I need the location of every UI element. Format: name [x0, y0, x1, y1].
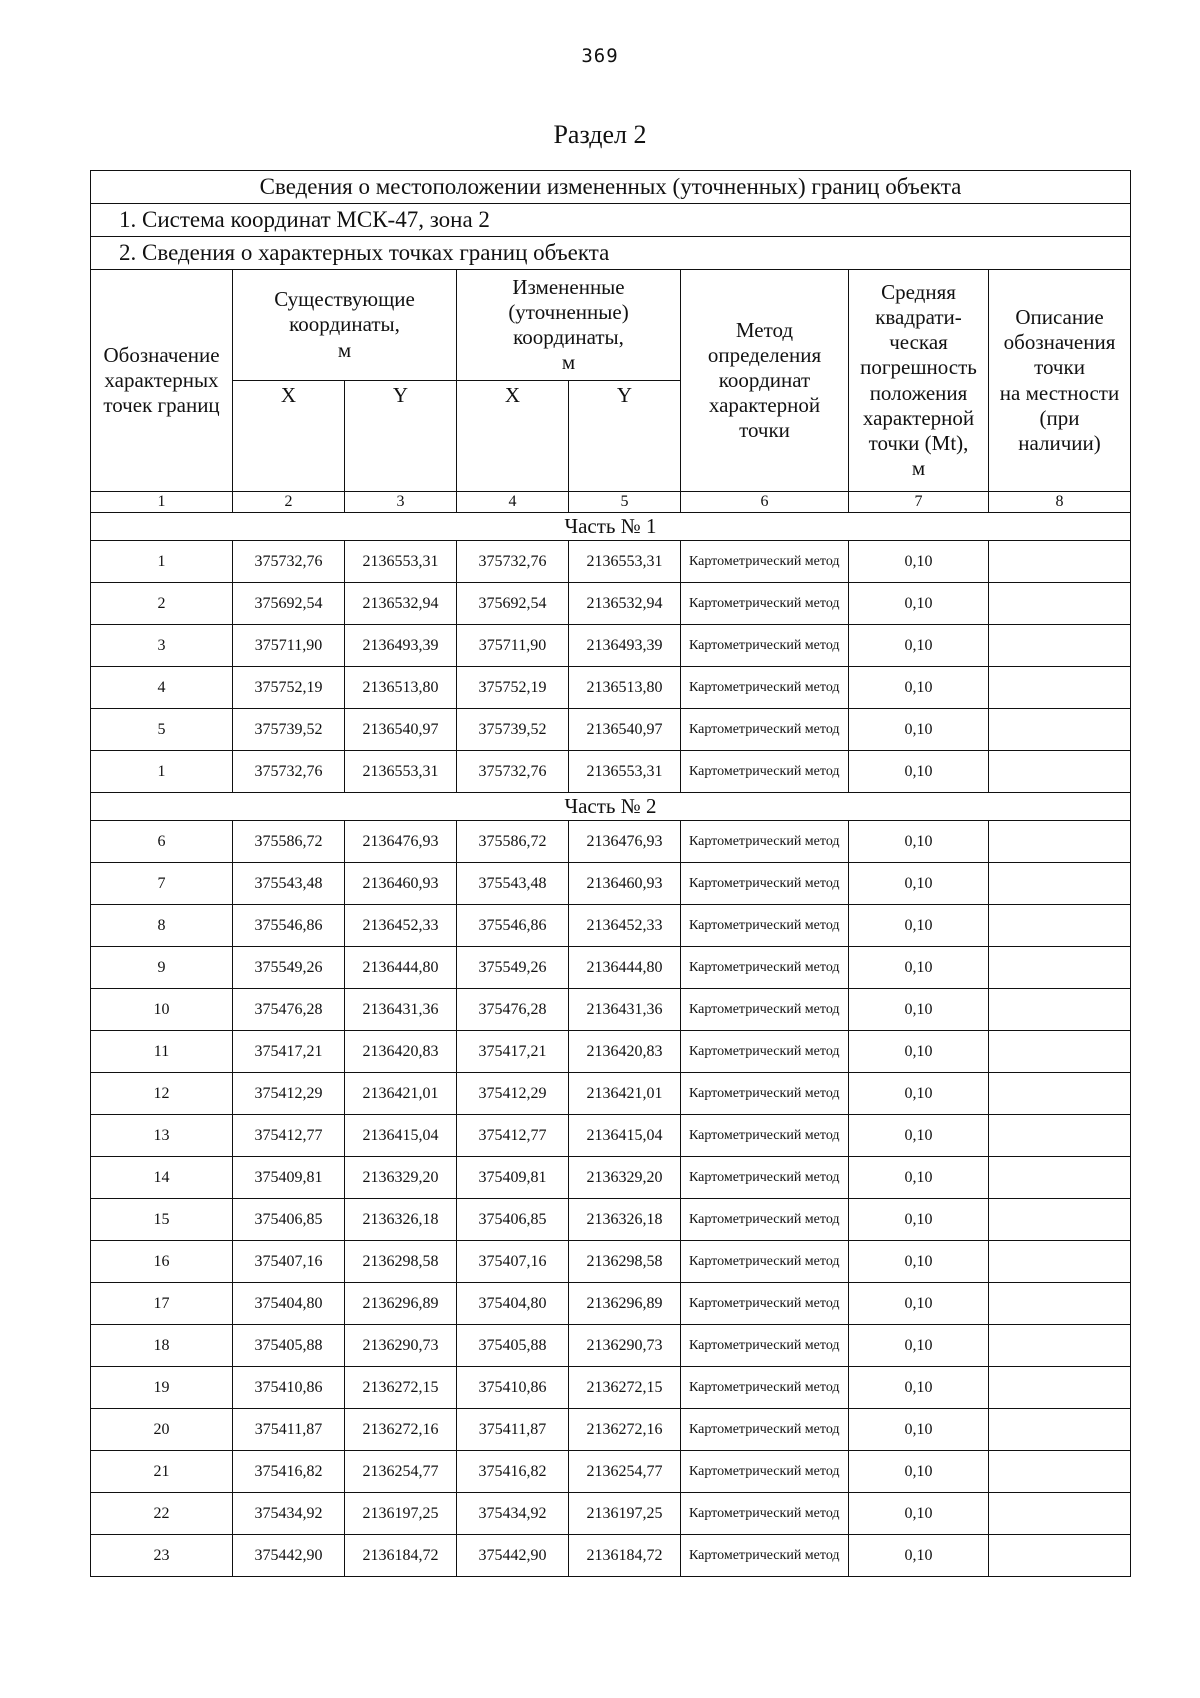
existing-x-cell: 375411,87 — [233, 1409, 345, 1451]
existing-y-cell: 2136420,83 — [345, 1031, 457, 1073]
existing-x-cell: 375442,90 — [233, 1535, 345, 1577]
mean-error-cell: 0,10 — [849, 1115, 989, 1157]
existing-x-cell: 375546,86 — [233, 905, 345, 947]
table-row — [91, 1325, 1131, 1367]
table-row — [91, 1535, 1131, 1577]
method-cell: Картометрический метод — [681, 1031, 849, 1073]
description-cell — [989, 1493, 1131, 1535]
mean-error-cell: 0,10 — [849, 751, 989, 793]
changed-x-cell: 375412,29 — [457, 1073, 569, 1115]
mean-error-cell: 0,10 — [849, 1157, 989, 1199]
column-number: 3 — [345, 492, 457, 513]
method-cell: Картометрический метод — [681, 863, 849, 905]
method-cell: Картометрический метод — [681, 709, 849, 751]
method-cell: Картометрический метод — [681, 1535, 849, 1577]
table-row — [91, 751, 1131, 793]
changed-x-cell: 375549,26 — [457, 947, 569, 989]
mean-error-cell: 0,10 — [849, 1199, 989, 1241]
description-cell — [989, 1367, 1131, 1409]
existing-x-cell: 375405,88 — [233, 1325, 345, 1367]
header-existing-y: Y — [345, 381, 457, 492]
part-header-row — [91, 513, 1131, 541]
mean-error-cell: 0,10 — [849, 1409, 989, 1451]
changed-y-cell: 2136329,20 — [569, 1157, 681, 1199]
point-id-cell: 22 — [91, 1493, 233, 1535]
column-number: 8 — [989, 492, 1131, 513]
point-id-cell: 4 — [91, 667, 233, 709]
point-id-cell: 5 — [91, 709, 233, 751]
table-row — [91, 583, 1131, 625]
changed-y-cell: 2136493,39 — [569, 625, 681, 667]
changed-y-cell: 2136452,33 — [569, 905, 681, 947]
header-method: Метод определения координат характерной точки — [681, 270, 849, 492]
point-id-cell: 15 — [91, 1199, 233, 1241]
changed-y-cell: 2136540,97 — [569, 709, 681, 751]
description-cell — [989, 583, 1131, 625]
existing-x-cell: 375412,29 — [233, 1073, 345, 1115]
column-number-row — [91, 492, 1131, 513]
point-id-cell: 7 — [91, 863, 233, 905]
point-id-cell: 18 — [91, 1325, 233, 1367]
changed-x-cell: 375417,21 — [457, 1031, 569, 1073]
mean-error-cell: 0,10 — [849, 905, 989, 947]
changed-y-cell: 2136532,94 — [569, 583, 681, 625]
changed-y-cell: 2136272,15 — [569, 1367, 681, 1409]
point-id-cell: 19 — [91, 1367, 233, 1409]
existing-y-cell: 2136493,39 — [345, 625, 457, 667]
existing-y-cell: 2136197,25 — [345, 1493, 457, 1535]
header-changed-coordinates: Измененные (уточненные) координаты, м — [457, 270, 681, 381]
existing-x-cell: 375407,16 — [233, 1241, 345, 1283]
table-row — [91, 1073, 1131, 1115]
description-cell — [989, 1535, 1131, 1577]
method-cell: Картометрический метод — [681, 1367, 849, 1409]
changed-x-cell: 375409,81 — [457, 1157, 569, 1199]
mean-error-cell: 0,10 — [849, 1451, 989, 1493]
description-cell — [989, 1241, 1131, 1283]
existing-y-cell: 2136452,33 — [345, 905, 457, 947]
description-cell — [989, 709, 1131, 751]
description-cell — [989, 989, 1131, 1031]
point-id-cell: 3 — [91, 625, 233, 667]
existing-y-cell: 2136272,15 — [345, 1367, 457, 1409]
changed-y-cell: 2136420,83 — [569, 1031, 681, 1073]
existing-y-cell: 2136326,18 — [345, 1199, 457, 1241]
description-cell — [989, 905, 1131, 947]
coordinate-system-line: 1. Система координат МСК-47, зона 2 — [91, 204, 1131, 237]
point-id-cell: 20 — [91, 1409, 233, 1451]
existing-y-cell: 2136290,73 — [345, 1325, 457, 1367]
header-designation: Обозначение характерных точек границ — [91, 270, 233, 492]
existing-y-cell: 2136272,16 — [345, 1409, 457, 1451]
description-cell — [989, 821, 1131, 863]
header-changed-y: Y — [569, 381, 681, 492]
changed-x-cell: 375407,16 — [457, 1241, 569, 1283]
column-number: 7 — [849, 492, 989, 513]
point-id-cell: 17 — [91, 1283, 233, 1325]
changed-y-cell: 2136553,31 — [569, 541, 681, 583]
method-cell: Картометрический метод — [681, 667, 849, 709]
changed-y-cell: 2136290,73 — [569, 1325, 681, 1367]
changed-y-cell: 2136444,80 — [569, 947, 681, 989]
point-id-cell: 16 — [91, 1241, 233, 1283]
header-changed-x: X — [457, 381, 569, 492]
method-cell: Картометрический метод — [681, 751, 849, 793]
changed-y-cell: 2136298,58 — [569, 1241, 681, 1283]
section-title: Раздел 2 — [553, 120, 647, 149]
description-cell — [989, 667, 1131, 709]
point-id-cell: 8 — [91, 905, 233, 947]
existing-y-cell: 2136421,01 — [345, 1073, 457, 1115]
mean-error-cell: 0,10 — [849, 1367, 989, 1409]
changed-x-cell: 375586,72 — [457, 821, 569, 863]
method-cell: Картометрический метод — [681, 1073, 849, 1115]
table-row — [91, 1031, 1131, 1073]
existing-x-cell: 375732,76 — [233, 541, 345, 583]
point-id-cell: 13 — [91, 1115, 233, 1157]
point-id-cell: 11 — [91, 1031, 233, 1073]
table-row — [91, 1409, 1131, 1451]
mean-error-cell: 0,10 — [849, 1325, 989, 1367]
method-cell: Картометрический метод — [681, 1115, 849, 1157]
changed-y-cell: 2136272,16 — [569, 1409, 681, 1451]
existing-y-cell: 2136540,97 — [345, 709, 457, 751]
table-row — [91, 1493, 1131, 1535]
existing-x-cell: 375412,77 — [233, 1115, 345, 1157]
point-id-cell: 21 — [91, 1451, 233, 1493]
mean-error-cell: 0,10 — [849, 821, 989, 863]
existing-x-cell: 375434,92 — [233, 1493, 345, 1535]
method-cell: Картометрический метод — [681, 1325, 849, 1367]
method-cell: Картометрический метод — [681, 905, 849, 947]
mean-error-cell: 0,10 — [849, 709, 989, 751]
method-cell: Картометрический метод — [681, 947, 849, 989]
changed-x-cell: 375732,76 — [457, 541, 569, 583]
changed-x-cell: 375404,80 — [457, 1283, 569, 1325]
changed-y-cell: 2136513,80 — [569, 667, 681, 709]
header-description: Описание обозначения точки на местности (при наличии) — [989, 270, 1131, 492]
changed-y-cell: 2136184,72 — [569, 1535, 681, 1577]
table-row — [91, 1199, 1131, 1241]
changed-y-cell: 2136476,93 — [569, 821, 681, 863]
mean-error-cell: 0,10 — [849, 625, 989, 667]
mean-error-cell: 0,10 — [849, 1241, 989, 1283]
existing-x-cell: 375543,48 — [233, 863, 345, 905]
description-cell — [989, 1031, 1131, 1073]
column-number: 5 — [569, 492, 681, 513]
existing-x-cell: 375586,72 — [233, 821, 345, 863]
existing-y-cell: 2136553,31 — [345, 541, 457, 583]
existing-x-cell: 375549,26 — [233, 947, 345, 989]
existing-y-cell: 2136444,80 — [345, 947, 457, 989]
table-row — [91, 821, 1131, 863]
mean-error-cell: 0,10 — [849, 1073, 989, 1115]
mean-error-cell: 0,10 — [849, 1493, 989, 1535]
changed-y-cell: 2136415,04 — [569, 1115, 681, 1157]
table-body — [91, 171, 1131, 1577]
description-cell — [989, 1115, 1131, 1157]
existing-y-cell: 2136298,58 — [345, 1241, 457, 1283]
table-row — [91, 541, 1131, 583]
changed-x-cell: 375405,88 — [457, 1325, 569, 1367]
mean-error-cell: 0,10 — [849, 583, 989, 625]
description-cell — [989, 751, 1131, 793]
column-number: 4 — [457, 492, 569, 513]
table-row — [91, 667, 1131, 709]
description-cell — [989, 863, 1131, 905]
existing-y-cell: 2136460,93 — [345, 863, 457, 905]
method-cell: Картометрический метод — [681, 1241, 849, 1283]
description-cell — [989, 947, 1131, 989]
method-cell: Картометрический метод — [681, 1409, 849, 1451]
mean-error-cell: 0,10 — [849, 541, 989, 583]
table-row — [91, 625, 1131, 667]
existing-y-cell: 2136553,31 — [345, 751, 457, 793]
point-id-cell: 2 — [91, 583, 233, 625]
method-cell: Картометрический метод — [681, 583, 849, 625]
existing-x-cell: 375732,76 — [233, 751, 345, 793]
changed-x-cell: 375476,28 — [457, 989, 569, 1031]
method-cell: Картометрический метод — [681, 625, 849, 667]
changed-x-cell: 375692,54 — [457, 583, 569, 625]
mean-error-cell: 0,10 — [849, 1283, 989, 1325]
changed-x-cell: 375442,90 — [457, 1535, 569, 1577]
column-number: 2 — [233, 492, 345, 513]
existing-x-cell: 375739,52 — [233, 709, 345, 751]
description-cell — [989, 1325, 1131, 1367]
table-row — [91, 1241, 1131, 1283]
changed-y-cell: 2136553,31 — [569, 751, 681, 793]
existing-x-cell: 375409,81 — [233, 1157, 345, 1199]
changed-x-cell: 375406,85 — [457, 1199, 569, 1241]
header-existing-x: X — [233, 381, 345, 492]
table-row — [91, 1283, 1131, 1325]
point-id-cell: 23 — [91, 1535, 233, 1577]
method-cell: Картометрический метод — [681, 1493, 849, 1535]
description-cell — [989, 1199, 1131, 1241]
method-cell: Картометрический метод — [681, 1199, 849, 1241]
method-cell: Картометрический метод — [681, 1157, 849, 1199]
column-number: 6 — [681, 492, 849, 513]
point-id-cell: 1 — [91, 751, 233, 793]
table-row — [91, 709, 1131, 751]
method-cell: Картометрический метод — [681, 1451, 849, 1493]
table-row — [91, 1115, 1131, 1157]
description-cell — [989, 625, 1131, 667]
description-cell — [989, 541, 1131, 583]
mean-error-cell: 0,10 — [849, 667, 989, 709]
mean-error-cell: 0,10 — [849, 1535, 989, 1577]
changed-x-cell: 375543,48 — [457, 863, 569, 905]
table-row — [91, 1367, 1131, 1409]
table-row — [91, 989, 1131, 1031]
existing-y-cell: 2136532,94 — [345, 583, 457, 625]
method-cell: Картометрический метод — [681, 821, 849, 863]
existing-y-cell: 2136296,89 — [345, 1283, 457, 1325]
header-existing-coordinates: Существующие координаты, м — [233, 270, 457, 381]
changed-x-cell: 375732,76 — [457, 751, 569, 793]
mean-error-cell: 0,10 — [849, 863, 989, 905]
changed-x-cell: 375546,86 — [457, 905, 569, 947]
changed-x-cell: 375434,92 — [457, 1493, 569, 1535]
changed-y-cell: 2136326,18 — [569, 1199, 681, 1241]
existing-x-cell: 375692,54 — [233, 583, 345, 625]
description-cell — [989, 1283, 1131, 1325]
boundary-points-table — [90, 170, 1131, 1577]
changed-y-cell: 2136421,01 — [569, 1073, 681, 1115]
description-cell — [989, 1451, 1131, 1493]
part-label: Часть № 1 — [91, 513, 1131, 541]
mean-error-cell: 0,10 — [849, 989, 989, 1031]
table-row — [91, 1157, 1131, 1199]
column-number: 1 — [91, 492, 233, 513]
header-mean-error: Средняя квадрати- ческая погрешность положения характерной точки (Mt), м — [849, 270, 989, 492]
existing-x-cell: 375416,82 — [233, 1451, 345, 1493]
method-cell: Картометрический метод — [681, 989, 849, 1031]
changed-y-cell: 2136431,36 — [569, 989, 681, 1031]
existing-y-cell: 2136254,77 — [345, 1451, 457, 1493]
method-cell: Картометрический метод — [681, 1283, 849, 1325]
description-cell — [989, 1073, 1131, 1115]
table-row — [91, 947, 1131, 989]
existing-x-cell: 375410,86 — [233, 1367, 345, 1409]
point-id-cell: 1 — [91, 541, 233, 583]
existing-x-cell: 375711,90 — [233, 625, 345, 667]
table-title: Сведения о местоположении измененных (уточненных) границ объекта — [91, 171, 1131, 204]
point-id-cell: 10 — [91, 989, 233, 1031]
changed-x-cell: 375752,19 — [457, 667, 569, 709]
points-info-line: 2. Сведения о характерных точках границ объекта — [91, 237, 1131, 270]
existing-x-cell: 375404,80 — [233, 1283, 345, 1325]
changed-y-cell: 2136296,89 — [569, 1283, 681, 1325]
table-row — [91, 1451, 1131, 1493]
changed-x-cell: 375412,77 — [457, 1115, 569, 1157]
description-cell — [989, 1157, 1131, 1199]
existing-x-cell: 375417,21 — [233, 1031, 345, 1073]
existing-y-cell: 2136476,93 — [345, 821, 457, 863]
changed-y-cell: 2136197,25 — [569, 1493, 681, 1535]
changed-y-cell: 2136460,93 — [569, 863, 681, 905]
changed-y-cell: 2136254,77 — [569, 1451, 681, 1493]
table-row — [91, 905, 1131, 947]
point-id-cell: 12 — [91, 1073, 233, 1115]
existing-y-cell: 2136513,80 — [345, 667, 457, 709]
existing-y-cell: 2136184,72 — [345, 1535, 457, 1577]
point-id-cell: 14 — [91, 1157, 233, 1199]
page-number: 369 — [581, 45, 619, 67]
changed-x-cell: 375711,90 — [457, 625, 569, 667]
table-row — [91, 863, 1131, 905]
existing-x-cell: 375476,28 — [233, 989, 345, 1031]
changed-x-cell: 375411,87 — [457, 1409, 569, 1451]
part-header-row — [91, 793, 1131, 821]
method-cell: Картометрический метод — [681, 541, 849, 583]
existing-x-cell: 375752,19 — [233, 667, 345, 709]
changed-x-cell: 375739,52 — [457, 709, 569, 751]
point-id-cell: 6 — [91, 821, 233, 863]
existing-y-cell: 2136415,04 — [345, 1115, 457, 1157]
changed-x-cell: 375410,86 — [457, 1367, 569, 1409]
mean-error-cell: 0,10 — [849, 947, 989, 989]
part-label: Часть № 2 — [91, 793, 1131, 821]
point-id-cell: 9 — [91, 947, 233, 989]
existing-y-cell: 2136329,20 — [345, 1157, 457, 1199]
existing-y-cell: 2136431,36 — [345, 989, 457, 1031]
existing-x-cell: 375406,85 — [233, 1199, 345, 1241]
changed-x-cell: 375416,82 — [457, 1451, 569, 1493]
mean-error-cell: 0,10 — [849, 1031, 989, 1073]
description-cell — [989, 1409, 1131, 1451]
